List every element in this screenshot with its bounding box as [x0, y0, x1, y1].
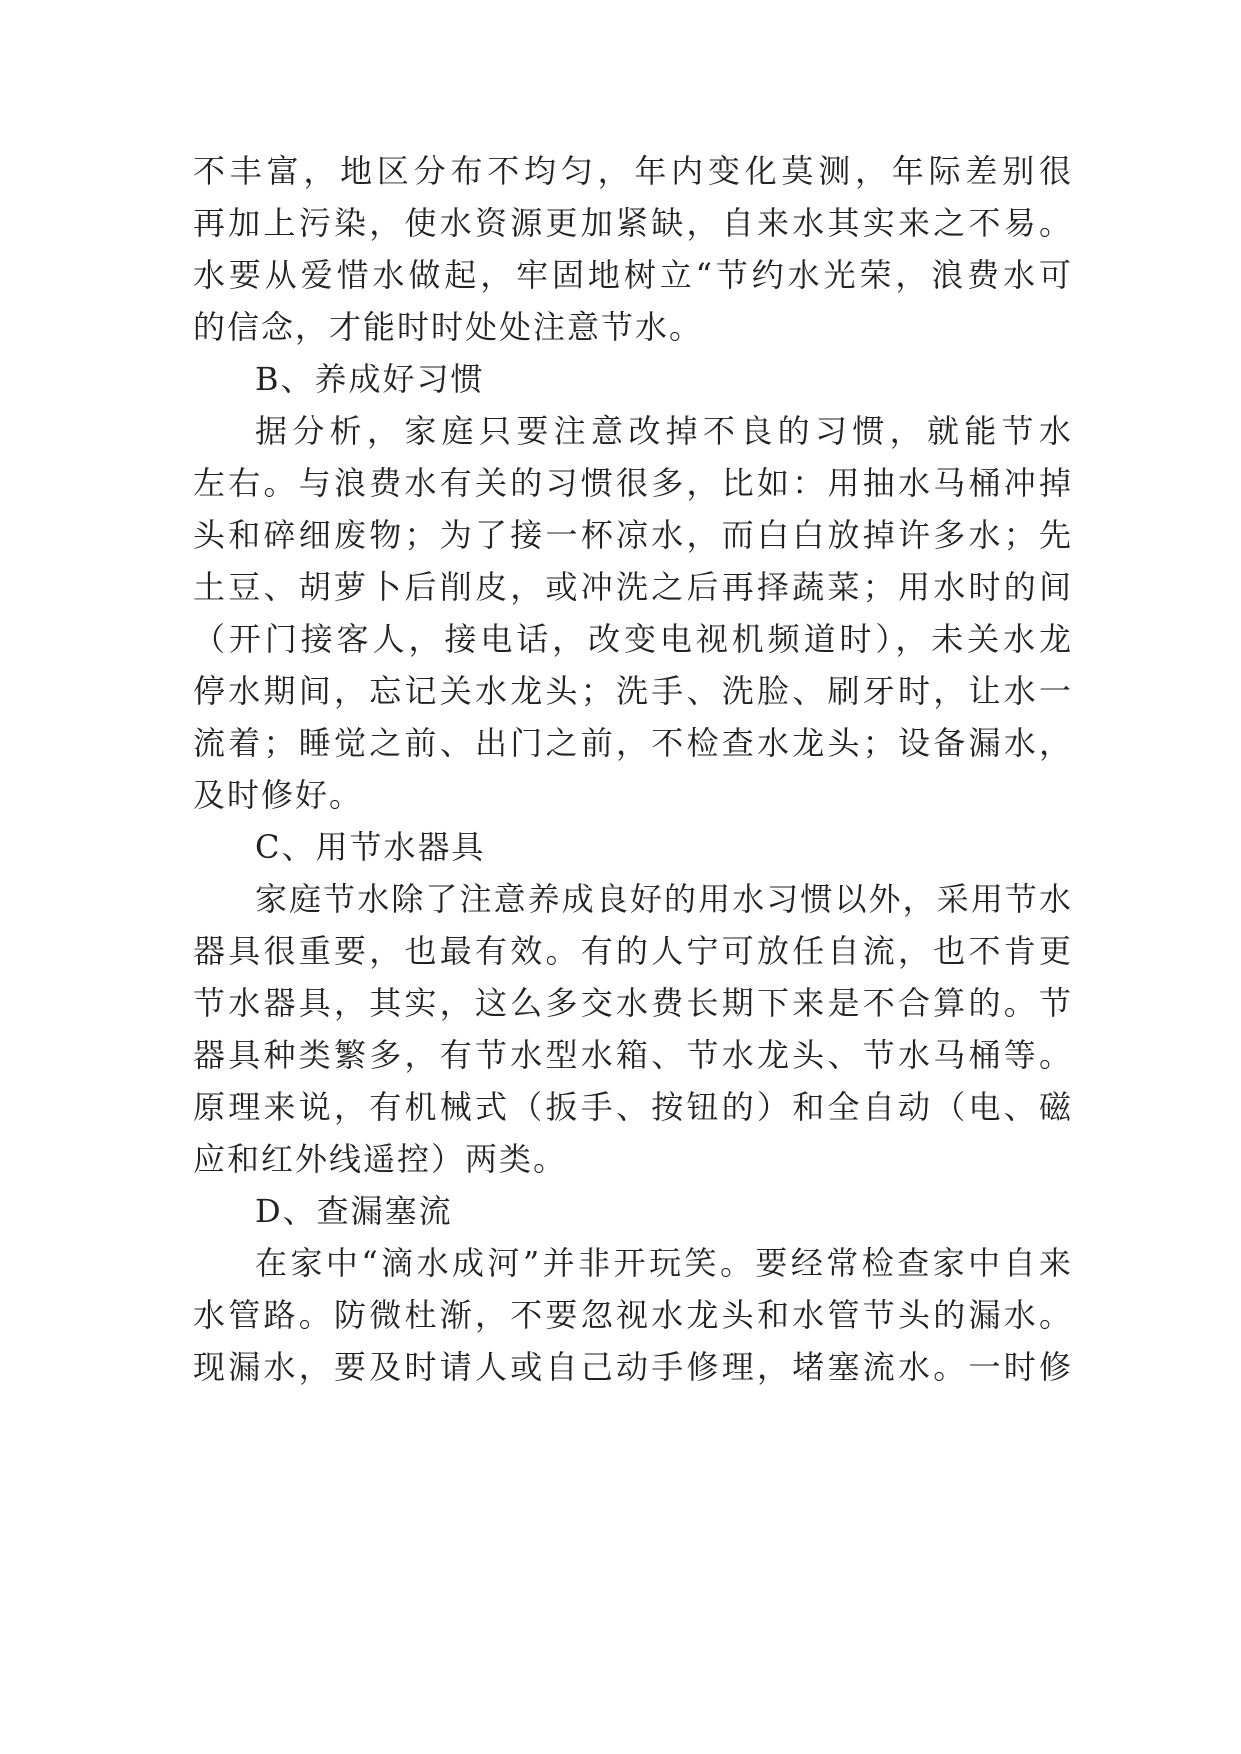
section-heading-b: B、养成好习惯: [255, 360, 485, 398]
text-line: 头和碎细废物；为了接一杯凉水，而白白放掉许多水；先: [193, 516, 1073, 554]
text-line: 水要从爱惜水做起，牢固地树立“节约水光荣，浪费水可: [193, 256, 1073, 294]
text-line: （开门接客人，接电话，改变电视机频道时），未关水龙: [193, 620, 1073, 658]
section-heading-d: D、查漏塞流: [255, 1192, 453, 1230]
text-line: 现漏水，要及时请人或自己动手修理，堵塞流水。一时修: [193, 1348, 1073, 1386]
text-line: 在家中“滴水成河”并非开玩笑。要经常检查家中自来: [255, 1244, 1073, 1282]
section-heading-c: C、用节水器具: [255, 828, 486, 866]
text-line: 土豆、胡萝卜后削皮，或冲洗之后再择蔬菜；用水时的间: [193, 568, 1073, 606]
text-line: 左右。与浪费水有关的习惯很多，比如：用抽水马桶冲掉: [193, 464, 1073, 502]
text-line: 器具很重要，也最有效。有的人宁可放任自流，也不肯更: [193, 932, 1073, 970]
text-line: 节水器具，其实，这么多交水费长期下来是不合算的。节: [193, 984, 1073, 1022]
text-line: 原理来说，有机械式（扳手、按钮的）和全自动（电、磁: [193, 1088, 1073, 1126]
text-line: 的信念，才能时时处处注意节水。: [193, 308, 704, 346]
text-line: 家庭节水除了注意养成良好的用水习惯以外，采用节水: [255, 880, 1073, 918]
text-line: 应和红外线遥控）两类。: [193, 1140, 568, 1178]
text-line: 器具种类繁多，有节水型水箱、节水龙头、节水马桶等。: [193, 1036, 1073, 1074]
text-line: 不丰富，地区分布不均匀，年内变化莫测，年际差别很: [193, 152, 1073, 190]
text-line: 再加上污染，使水资源更加紧缺，自来水其实来之不易。: [193, 204, 1073, 242]
text-line: 停水期间，忘记关水龙头；洗手、洗脸、刷牙时，让水一: [193, 672, 1073, 710]
text-line: 水管路。防微杜渐，不要忽视水龙头和水管节头的漏水。: [193, 1296, 1073, 1334]
text-line: 及时修好。: [193, 776, 364, 814]
text-line: 据分析，家庭只要注意改掉不良的习惯，就能节水: [255, 412, 1073, 450]
text-line: 流着；睡觉之前、出门之前，不检查水龙头；设备漏水，: [193, 724, 1073, 762]
